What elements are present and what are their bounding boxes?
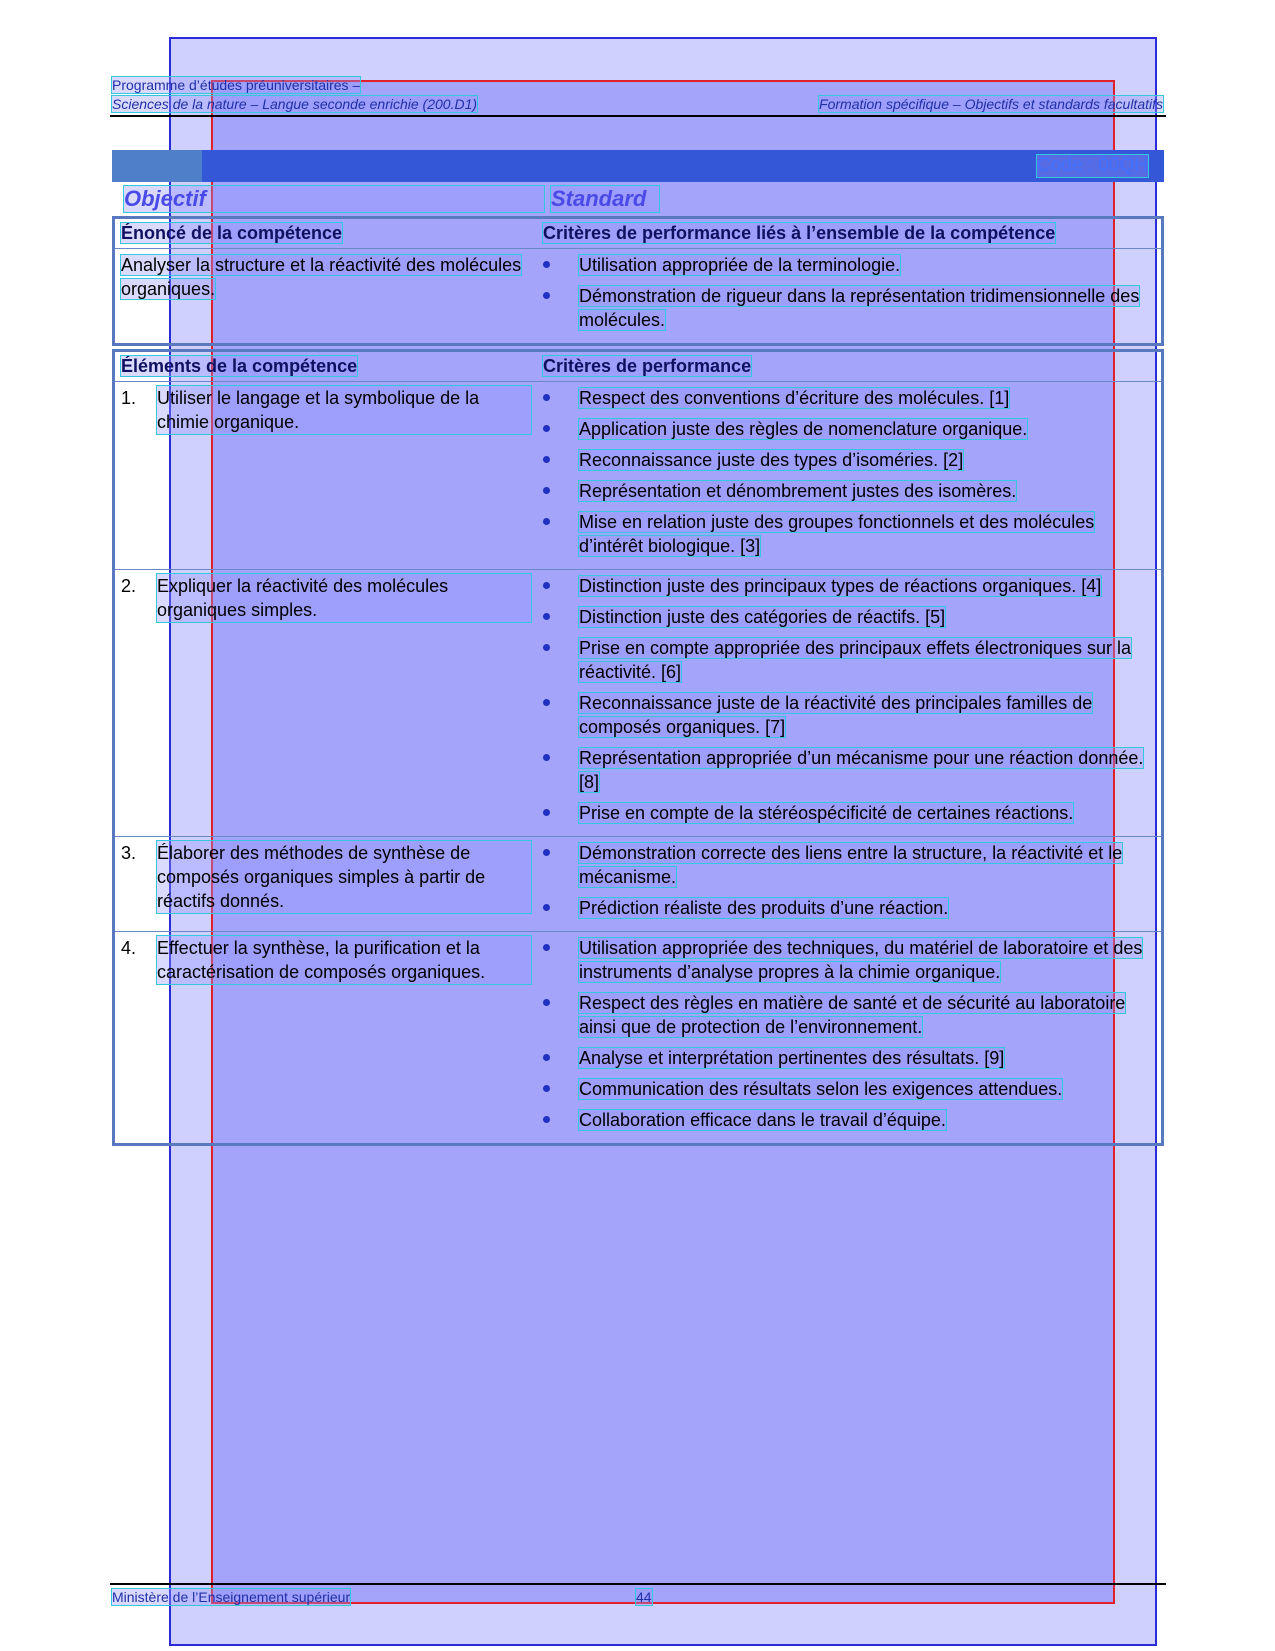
element-row-4 xyxy=(114,932,1163,1145)
criteria-item: Prise en compte appropriée des principaux effets électroniques sur la réactivité. [6] xyxy=(543,636,1155,684)
criteria-item: Collaboration efficace dans le travail d’équipe. xyxy=(543,1108,1155,1132)
element-text: Élaborer des méthodes de synthèse de composés organiques simples à partir de réactifs donnés. xyxy=(157,841,531,913)
competence-statement: Analyser la structure et la réactivité des molécules organiques. xyxy=(121,255,522,299)
criteria-item: Reconnaissance juste de la réactivité des principales familles de composés organiques. [7] xyxy=(543,691,1155,739)
footer-rule xyxy=(110,1583,1166,1585)
page-number: 44 xyxy=(636,1589,652,1605)
elements-right-header: Critères de performance xyxy=(543,356,752,376)
criteria-item: Démonstration de rigueur dans la représentation tridimensionnelle des molécules. xyxy=(543,284,1155,332)
criteria-item: Prédiction réaliste des produits d’une réaction. xyxy=(543,896,1155,920)
criteria-item: Application juste des règles de nomenclature organique. xyxy=(543,417,1155,441)
footer-ministry: Ministère de l’Enseignement supérieur xyxy=(112,1589,351,1605)
criteria-item: Démonstration correcte des liens entre la structure, la réactivité et le mécanisme. xyxy=(543,841,1155,889)
element-number: 1. xyxy=(121,388,137,408)
element-number: 4. xyxy=(121,938,137,958)
competence-right-header: Critères de performance liés à l’ensemble de la compétence xyxy=(543,223,1056,243)
header-program-title: Sciences de la nature – Langue seconde enrichie (200.D1) xyxy=(112,96,478,112)
elements-left-header: Éléments de la compétence xyxy=(121,356,358,376)
criteria-item: Prise en compte de la stéréospécificité de certaines réactions. xyxy=(543,801,1155,825)
standard-title: Standard xyxy=(551,186,659,212)
element-text: Utiliser le langage et la symbolique de la chimie organique. xyxy=(157,386,531,434)
criteria-item: Mise en relation juste des groupes fonctionnels et des molécules d’intérêt biologique. [3] xyxy=(543,510,1155,558)
elements-table xyxy=(112,349,1164,1146)
competence-criteria-list xyxy=(543,253,1155,332)
criteria-item: Utilisation appropriée des techniques, du matériel de laboratoire et des instruments d’analyse propres à la chimie organique. xyxy=(543,936,1155,984)
code-bar xyxy=(112,150,1164,182)
element-number: 2. xyxy=(121,576,137,596)
competence-header-row xyxy=(114,218,1163,249)
header-section: Formation spécifique – Objectifs et standards facultatifs xyxy=(819,96,1163,112)
element-criteria-list xyxy=(543,386,1155,558)
competence-row xyxy=(114,249,1163,345)
competence-left-header: Énoncé de la compétence xyxy=(121,223,343,243)
criteria-item: Analyse et interprétation pertinentes des résultats. [9] xyxy=(543,1046,1155,1070)
criteria-item: Respect des règles en matière de santé et de sécurité au laboratoire ainsi que de protection de l’environnement. xyxy=(543,991,1155,1039)
criteria-item: Distinction juste des principaux types de réactions organiques. [4] xyxy=(543,574,1155,598)
criteria-item: Distinction juste des catégories de réactifs. [5] xyxy=(543,605,1155,629)
element-number: 3. xyxy=(121,843,137,863)
element-text: Expliquer la réactivité des molécules organiques simples. xyxy=(157,574,531,622)
element-criteria-list xyxy=(543,936,1155,1132)
criteria-item: Représentation appropriée d’un mécanisme pour une réaction donnée. [8] xyxy=(543,746,1155,794)
course-code: Code : 00QH xyxy=(1037,155,1148,176)
element-criteria-list xyxy=(543,574,1155,825)
criteria-item: Utilisation appropriée de la terminologie. xyxy=(543,253,1155,277)
criteria-item: Respect des conventions d’écriture des molécules. [1] xyxy=(543,386,1155,410)
elements-header-row xyxy=(114,351,1163,382)
element-row-3 xyxy=(114,837,1163,932)
header-rule xyxy=(110,115,1166,117)
element-row-1 xyxy=(114,382,1163,570)
competence-table xyxy=(112,216,1164,346)
criteria-item: Communication des résultats selon les exigences attendues. xyxy=(543,1077,1155,1101)
objectif-title: Objectif xyxy=(124,186,544,212)
criteria-item: Représentation et dénombrement justes des isomères. xyxy=(543,479,1155,503)
element-text: Effectuer la synthèse, la purification et la caractérisation de composés organiques. xyxy=(157,936,531,984)
element-row-2 xyxy=(114,570,1163,837)
element-criteria-list xyxy=(543,841,1155,920)
header-program: Programme d’études préuniversitaires – xyxy=(112,77,361,93)
criteria-item: Reconnaissance juste des types d’isoméries. [2] xyxy=(543,448,1155,472)
